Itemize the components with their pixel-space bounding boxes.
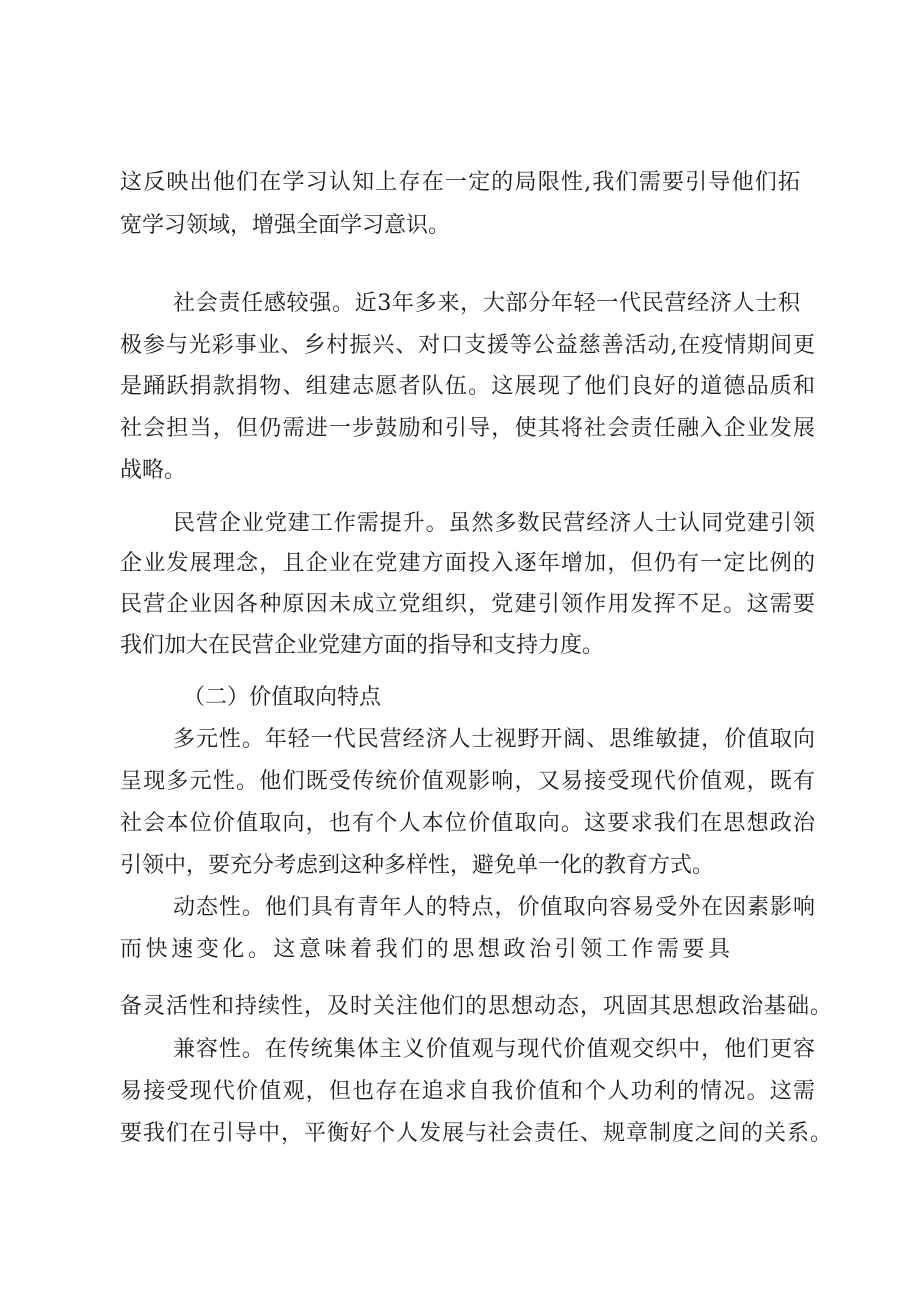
- text-line: 兼容性。在传统集体主义价值观与现代价值观交织中，他们更容: [173, 1037, 815, 1062]
- text-line: 而快速变化。这意味着我们的思想政治引领工作需要具: [120, 937, 730, 962]
- text-line: 这反映出他们在学习认知上存在一定的局限性,我们需要引导他们拓: [120, 170, 800, 195]
- text-line: 是踊跃捐款捐物、组建志愿者队伍。这展现了他们良好的道德品质和: [120, 374, 815, 399]
- text-line: 我们加大在民营企业党建方面的指导和支持力度。: [120, 633, 605, 658]
- text-line: 社会本位价值取向，也有个人本位价值取向。这要求我们在思想政治: [120, 811, 815, 836]
- text-line: 社会责任感较强。近3年多来，大部分年轻一代民营经济人士积: [173, 291, 800, 316]
- text-line: 引领中，要充分考虑到这种多样性，避免单一化的教育方式。: [120, 853, 715, 878]
- text-line: 社会担当，但仍需进一步鼓励和引导，使其将社会责任融入企业发展: [120, 416, 815, 441]
- text-line: 极参与光彩事业、乡村振兴、对口支援等公益慈善活动,在疫情期间更: [120, 333, 815, 358]
- text-line: 民营企业党建工作需提升。虽然多数民营经济人士认同党建引领: [173, 511, 815, 536]
- text-line: 宽学习领域，增强全面学习意识。: [120, 213, 451, 238]
- text-line: 多元性。年轻一代民营经济人士视野开阔、思维敏捷，价值取向: [173, 727, 815, 752]
- text-line: 企业发展理念，且企业在党建方面投入逐年增加，但仍有一定比例的: [120, 551, 815, 576]
- text-line: 战略。: [120, 458, 187, 483]
- text-line: 呈现多元性。他们既受传统价值观影响，又易接受现代价值观，既有: [120, 769, 815, 794]
- text-line: 要我们在引导中，平衡好个人发展与社会责任、规章制度之间的关系。: [120, 1121, 832, 1146]
- text-line: 动态性。他们具有青年人的特点，价值取向容易受外在因素影响: [173, 895, 815, 920]
- section-heading: （二）价值取向特点: [183, 685, 382, 710]
- text-line: 易接受现代价值观，但也存在追求自我价值和个人功利的情况。这需: [120, 1079, 815, 1104]
- text-line: 民营企业因各种原因未成立党组织，党建引领作用发挥不足。这需要: [120, 592, 815, 617]
- text-line: 备灵活性和持续性，及时关注他们的思想动态，巩固其思想政治基础。: [120, 994, 832, 1019]
